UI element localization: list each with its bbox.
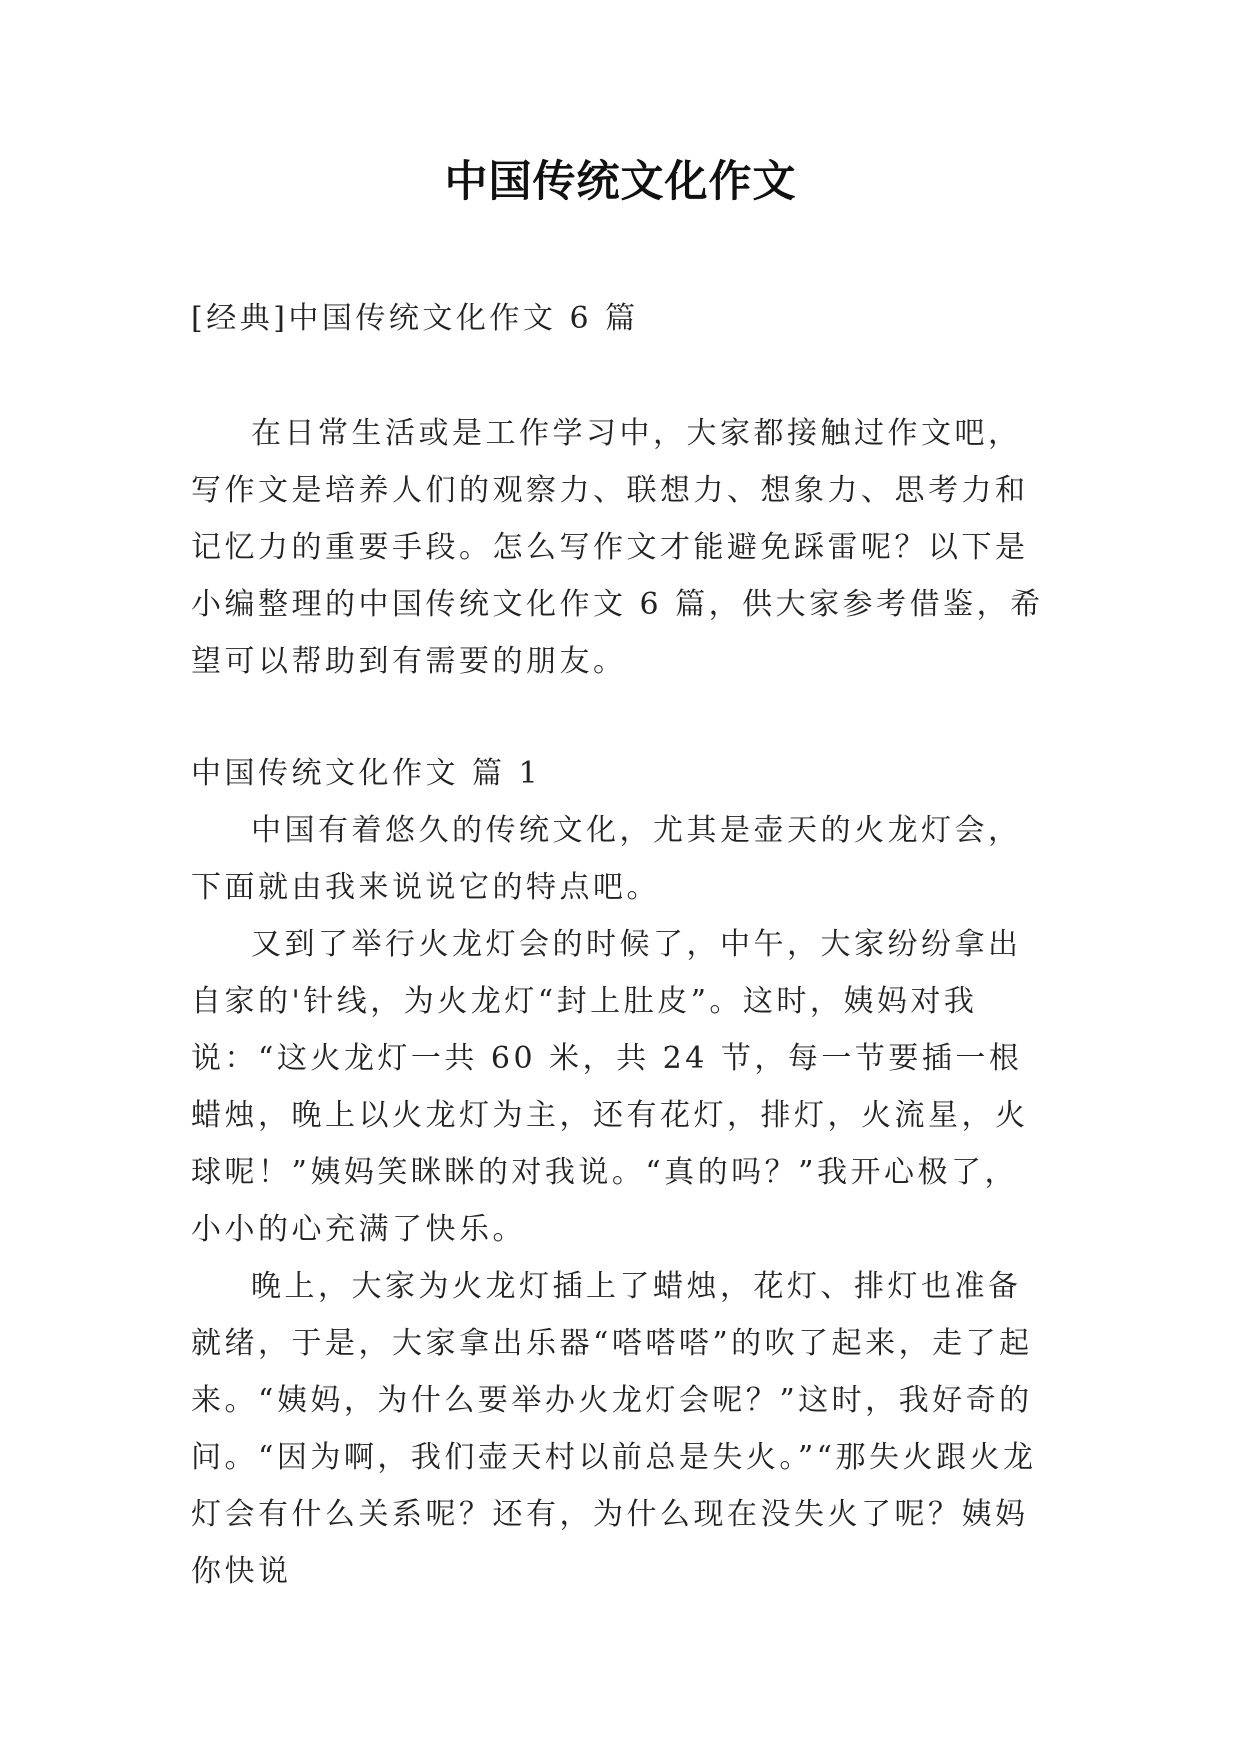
body-paragraph-2: 又到了举行火龙灯会的时候了，中午，大家纷纷拿出自家的'针线，为火龙灯“封上肚皮”。这时，姨妈对我说：“这火龙灯一共 60 米，共 24 节，每一节要插一根蜡烛，晚上以火龙灯为主，还有花灯，排灯，火流星，火球呢！”姨妈笑眯眯的对我说。“真的吗？”我开心极了，小小的心充满了快乐。 — [191, 927, 1029, 1247]
intro-paragraph: 在日常生活或是工作学习中，大家都接触过作文吧，写作文是培养人们的观察力、联想力、想象力、思考力和记忆力的重要手段。怎么写作文才能避免踩雷呢？以下是小编整理的中国传统文化作文 6 篇，供大家参考借鉴，希望可以帮助到有需要的朋友。 — [191, 416, 1044, 679]
section-heading: 中国传统文化作文 篇 1 — [191, 756, 542, 791]
section-heading-block — [191, 745, 1051, 802]
intro-section — [191, 405, 1051, 690]
body-paragraph-3: 晚上，大家为火龙灯插上了蜡烛，花灯、排灯也准备就绪，于是，大家拿出乐器“嗒嗒嗒”的吹了起来，走了起来。“姨妈，为什么要举办火龙灯会呢？”这时，我好奇的问。“因为啊，我们壶天村以前总是失火。”“那失火跟火龙灯会有什么关系呢？还有，为什么现在没失火了呢？姨妈你快说 — [191, 1269, 1037, 1589]
body-section — [191, 802, 1051, 1600]
body-paragraph-1: 中国有着悠久的传统文化，尤其是壶天的火龙灯会，下面就由我来说说它的特点吧。 — [191, 813, 1022, 905]
document-subtitle: [经典]中国传统文化作文 6 篇 — [191, 301, 639, 336]
document-title: 中国传统文化作文 — [444, 157, 797, 207]
